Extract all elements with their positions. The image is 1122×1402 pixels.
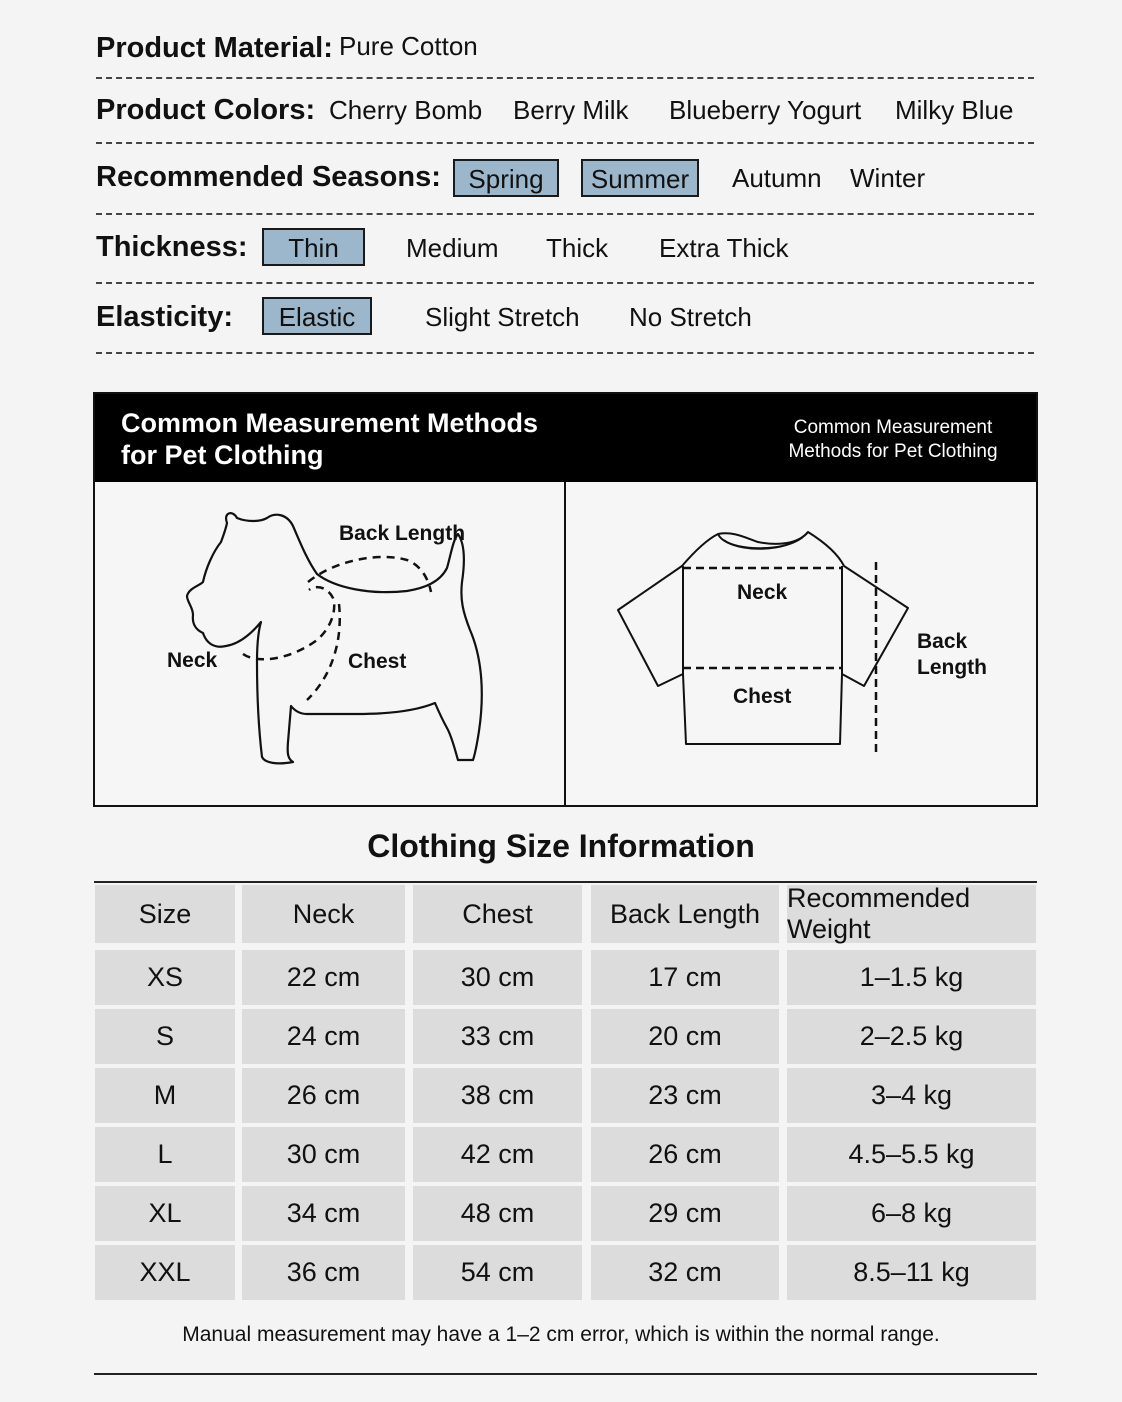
elasticity-option-elastic[interactable]: Elastic <box>262 297 372 335</box>
table-cell-recommended-weight: 6–8 kg <box>787 1186 1036 1241</box>
measurement-panel-subtitle: Common Measurement Methods for Pet Clothing <box>788 417 998 462</box>
dog-neck-label: Neck <box>167 649 218 672</box>
elasticity-option-slight-stretch[interactable]: Slight Stretch <box>425 302 580 332</box>
shirt-chest-label: Chest <box>733 685 792 708</box>
table-cell-size: XXL <box>95 1245 235 1300</box>
material-value: Pure Cotton <box>339 31 478 61</box>
table-cell-chest: 48 cm <box>413 1186 582 1241</box>
table-cell-size: XS <box>95 950 235 1005</box>
table-cell-chest: 30 cm <box>413 950 582 1005</box>
table-header-neck: Neck <box>242 885 405 943</box>
color-option-milky-blue[interactable]: Milky Blue <box>895 95 1014 125</box>
dog-back-length-label: Back Length <box>339 522 466 545</box>
thickness-option-thin[interactable]: Thin <box>262 228 365 266</box>
table-cell-recommended-weight: 8.5–11 kg <box>787 1245 1036 1300</box>
thickness-option-thick[interactable]: Thick <box>546 233 609 263</box>
elasticity-label: Elasticity: <box>96 301 233 333</box>
elasticity-row <box>96 285 1034 354</box>
dog-chest-label: Chest <box>348 650 407 673</box>
table-cell-recommended-weight: 1–1.5 kg <box>787 950 1036 1005</box>
season-option-summer[interactable]: Summer <box>581 159 699 197</box>
table-cell-neck: 22 cm <box>242 950 405 1005</box>
table-cell-neck: 36 cm <box>242 1245 405 1300</box>
color-option-berry-milk[interactable]: Berry Milk <box>513 95 629 125</box>
table-cell-back-length: 17 cm <box>591 950 779 1005</box>
measurement-panel <box>93 392 1038 807</box>
thickness-row <box>96 216 1034 284</box>
table-header-size: Size <box>95 885 235 943</box>
measurement-panel-header <box>95 394 1036 482</box>
table-cell-back-length: 29 cm <box>591 1186 779 1241</box>
table-cell-back-length: 23 cm <box>591 1068 779 1123</box>
table-cell-neck: 24 cm <box>242 1009 405 1064</box>
dog-outline-icon <box>187 513 482 763</box>
table-cell-recommended-weight: 4.5–5.5 kg <box>787 1127 1036 1182</box>
table-cell-neck: 30 cm <box>242 1127 405 1182</box>
table-cell-back-length: 26 cm <box>591 1127 779 1182</box>
colors-row <box>96 80 1034 144</box>
shirt-neck-label: Neck <box>737 581 788 604</box>
table-cell-back-length: 32 cm <box>591 1245 779 1300</box>
thickness-label: Thickness: <box>96 231 248 263</box>
size-table-title: Clothing Size Information <box>367 828 755 864</box>
shirt-back-length-label-line1: Back <box>917 630 968 653</box>
chest-measure-line <box>307 604 340 700</box>
color-option-cherry-bomb[interactable]: Cherry Bomb <box>329 95 483 125</box>
shirt-measurement-diagram <box>566 482 1037 807</box>
back-length-measure-line <box>308 557 431 592</box>
table-cell-chest: 42 cm <box>413 1127 582 1182</box>
bottom-rule <box>94 1373 1037 1375</box>
table-cell-neck: 34 cm <box>242 1186 405 1241</box>
table-cell-size: XL <box>95 1186 235 1241</box>
seasons-row <box>96 145 1034 215</box>
table-cell-size: S <box>95 1009 235 1064</box>
table-cell-chest: 54 cm <box>413 1245 582 1300</box>
table-cell-recommended-weight: 2–2.5 kg <box>787 1009 1036 1064</box>
elasticity-option-no-stretch[interactable]: No Stretch <box>629 302 752 332</box>
table-cell-back-length: 20 cm <box>591 1009 779 1064</box>
season-option-spring[interactable]: Spring <box>453 159 559 197</box>
table-cell-size: L <box>95 1127 235 1182</box>
table-header-back-length: Back Length <box>591 885 779 943</box>
thickness-option-medium[interactable]: Medium <box>406 233 499 263</box>
thickness-option-extra-thick[interactable]: Extra Thick <box>659 233 789 263</box>
season-option-winter[interactable]: Winter <box>850 163 926 193</box>
material-label: Product Material: <box>96 32 333 64</box>
measurement-note: Manual measurement may have a 1–2 cm error, which is within the normal range. <box>182 1323 940 1346</box>
table-header-chest: Chest <box>413 885 582 943</box>
table-cell-chest: 38 cm <box>413 1068 582 1123</box>
color-option-blueberry-yogurt[interactable]: Blueberry Yogurt <box>669 95 862 125</box>
material-row <box>96 28 1034 79</box>
shirt-back-length-label-line2: Length <box>917 656 987 679</box>
table-cell-chest: 33 cm <box>413 1009 582 1064</box>
table-cell-size: M <box>95 1068 235 1123</box>
table-header-recommended-weight: Recommended Weight <box>787 885 1036 943</box>
table-cell-recommended-weight: 3–4 kg <box>787 1068 1036 1123</box>
seasons-label: Recommended Seasons: <box>96 161 441 193</box>
dog-measurement-diagram <box>95 482 564 807</box>
colors-label: Product Colors: <box>96 94 316 126</box>
measurement-panel-title: Common Measurement Methods for Pet Clothing <box>121 408 539 470</box>
season-option-autumn[interactable]: Autumn <box>732 163 822 193</box>
shirt-outline-icon <box>618 532 908 744</box>
table-cell-neck: 26 cm <box>242 1068 405 1123</box>
